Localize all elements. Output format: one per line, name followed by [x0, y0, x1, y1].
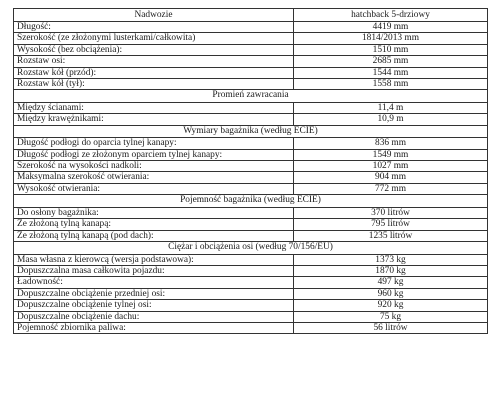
section-title: Ciężar i obciążenia osi (według 70/156/EU) — [14, 242, 488, 255]
row-label: Między ścianami: — [14, 102, 294, 113]
table-row — [14, 265, 488, 276]
row-label: Masa własna z kierowcą (wersja podstawowa): — [14, 254, 294, 265]
header-right: hatchback 5-drziowy — [294, 9, 488, 22]
section-title: Wymiary bagażnika (według ECIE) — [14, 125, 488, 138]
row-value: 795 litrów — [294, 219, 488, 230]
header-left: Nadwozie — [14, 9, 294, 22]
row-label: Dopuszczalne obciążenie dachu: — [14, 311, 294, 322]
row-value: 1235 litrów — [294, 230, 488, 241]
section-title: Promień zawracania — [14, 90, 488, 103]
row-label: Szerokość na wysokości nadkoli: — [14, 161, 294, 172]
table-row — [14, 322, 488, 333]
section-title: Pojemność bagażnika (według ECIE) — [14, 195, 488, 208]
row-value: 11,4 m — [294, 102, 488, 113]
row-label: Długość podłogi do oparcia tylnej kanapy: — [14, 138, 294, 149]
table-row — [14, 300, 488, 311]
row-label: Ładowność: — [14, 277, 294, 288]
row-label: Rozstaw osi: — [14, 56, 294, 67]
row-label: Pojemność zbiornika paliwa: — [14, 322, 294, 333]
row-value: 1549 mm — [294, 149, 488, 160]
row-value: 960 kg — [294, 288, 488, 299]
row-label: Rozstaw kół (przód): — [14, 67, 294, 78]
row-value: 904 mm — [294, 172, 488, 183]
table-row — [14, 33, 488, 44]
row-label: Długość podłogi ze złożonym oparciem tylnej kanapy: — [14, 149, 294, 160]
row-value: 1544 mm — [294, 67, 488, 78]
row-value: 1558 mm — [294, 79, 488, 90]
table-row — [14, 207, 488, 218]
row-value: 497 kg — [294, 277, 488, 288]
table-row — [14, 254, 488, 265]
table-row — [14, 183, 488, 194]
row-value: 56 litrów — [294, 322, 488, 333]
table-row — [14, 230, 488, 241]
header-row — [14, 9, 488, 22]
row-label: Szerokość (ze złożonymi lusterkami/całkowita) — [14, 33, 294, 44]
row-label: Maksymalna szerokość otwierania: — [14, 172, 294, 183]
row-label: Do osłony bagażnika: — [14, 207, 294, 218]
row-value: 10,9 m — [294, 114, 488, 125]
row-value: 370 litrów — [294, 207, 488, 218]
row-label: Dopuszczalne obciążenie przedniej osi: — [14, 288, 294, 299]
table-row — [14, 138, 488, 149]
table-row — [14, 311, 488, 322]
table-row — [14, 219, 488, 230]
row-label: Między krawężnikami: — [14, 114, 294, 125]
table-row — [14, 288, 488, 299]
table-row — [14, 102, 488, 113]
table-row — [14, 277, 488, 288]
row-value: 1027 mm — [294, 161, 488, 172]
row-value: 772 mm — [294, 183, 488, 194]
section-header-trunk-capacity — [14, 195, 488, 208]
section-header-trunk-dimensions — [14, 125, 488, 138]
row-value: 75 kg — [294, 311, 488, 322]
table-row — [14, 172, 488, 183]
table-row — [14, 161, 488, 172]
row-label: Ze złożoną tylną kanapą: — [14, 219, 294, 230]
row-value: 1870 kg — [294, 265, 488, 276]
table-row — [14, 44, 488, 55]
row-label: Wysokość (bez obciążenia): — [14, 44, 294, 55]
spec-table — [13, 8, 488, 334]
row-value: 4419 mm — [294, 22, 488, 33]
row-value: 920 kg — [294, 300, 488, 311]
row-label: Wysokość otwierania: — [14, 183, 294, 194]
row-value: 1373 kg — [294, 254, 488, 265]
table-row — [14, 67, 488, 78]
table-row — [14, 114, 488, 125]
table-row — [14, 149, 488, 160]
table-row — [14, 79, 488, 90]
row-label: Dopuszczalne obciążenie tylnej osi: — [14, 300, 294, 311]
row-label: Rozstaw kół (tył): — [14, 79, 294, 90]
row-value: 2685 mm — [294, 56, 488, 67]
row-label: Ze złożoną tylną kanapą (pod dach): — [14, 230, 294, 241]
row-label: Długość: — [14, 22, 294, 33]
row-value: 1814/2013 mm — [294, 33, 488, 44]
row-value: 836 mm — [294, 138, 488, 149]
table-row — [14, 56, 488, 67]
table-row — [14, 22, 488, 33]
section-header-weights — [14, 242, 488, 255]
section-header-turning — [14, 90, 488, 103]
row-label: Dopuszczalna masa całkowita pojazdu: — [14, 265, 294, 276]
row-value: 1510 mm — [294, 44, 488, 55]
